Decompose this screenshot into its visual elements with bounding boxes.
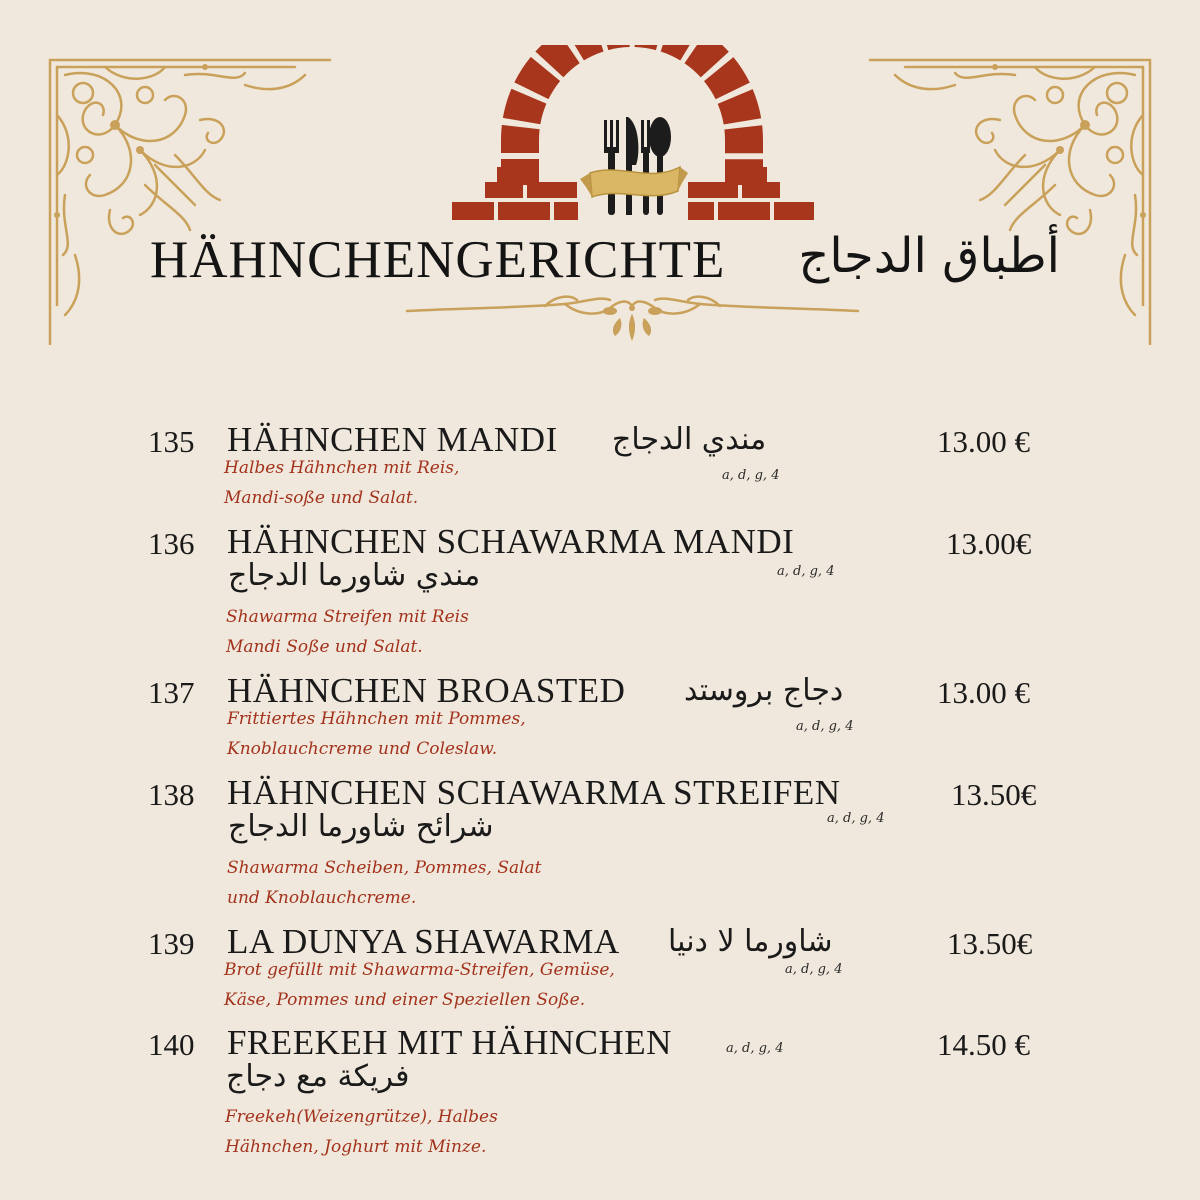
item-allergens: a, d, g, 4 <box>726 1041 784 1056</box>
item-number: 139 <box>148 926 195 961</box>
item-name-arabic: دجاج بروستد <box>684 673 844 708</box>
item-price: 13.00 € <box>937 675 1030 710</box>
item-name-arabic: فريكة مع دجاج <box>226 1059 410 1094</box>
item-price: 14.50 € <box>937 1027 1030 1062</box>
item-allergens: a, d, g, 4 <box>796 719 854 734</box>
item-name: HÄHNCHEN MANDI <box>227 420 558 459</box>
item-name: HÄHNCHEN SCHAWARMA STREIFEN <box>227 773 841 812</box>
flourish-divider-icon <box>405 286 860 346</box>
item-description-line1: Frittiertes Hähnchen mit Pommes, <box>227 709 526 729</box>
corner-ornament-icon <box>45 55 335 345</box>
corner-ornament-icon <box>865 55 1155 345</box>
item-description-line1: Halbes Hähnchen mit Reis, <box>224 458 460 478</box>
item-price: 13.50€ <box>951 777 1037 812</box>
knife-icon <box>626 117 638 215</box>
fork-icon <box>641 120 650 215</box>
title-arabic: أطباق الدجاج <box>798 228 1060 284</box>
item-description-line1: Shawarma Scheiben, Pommes, Salat <box>227 858 542 878</box>
item-description-line2: Mandi Soße und Salat. <box>226 637 423 657</box>
item-number: 135 <box>148 424 195 459</box>
item-name: FREEKEH MIT HÄHNCHEN <box>227 1023 672 1062</box>
item-name: LA DUNYA SHAWARMA <box>227 922 620 961</box>
item-number: 140 <box>148 1027 195 1062</box>
item-price: 13.00€ <box>946 526 1032 561</box>
brick-oven-logo-icon <box>450 45 815 225</box>
title-german: HÄHNCHENGERICHTE <box>150 231 726 289</box>
item-price: 13.50€ <box>947 926 1033 961</box>
item-description-line1: Brot gefüllt mit Shawarma-Streifen, Gemüse, <box>224 960 615 980</box>
item-description-line1: Freekeh(Weizengrütze), Halbes <box>225 1107 498 1127</box>
item-description-line2: Knoblauchcreme und Coleslaw. <box>227 739 498 759</box>
item-number: 138 <box>148 777 195 812</box>
item-number: 137 <box>148 675 195 710</box>
spoon-icon <box>649 117 671 215</box>
item-name-arabic: شاورما لا دنيا <box>668 924 833 959</box>
item-description-line2: und Knoblauchcreme. <box>227 888 417 908</box>
item-description-line2: Hähnchen, Joghurt mit Minze. <box>225 1137 487 1157</box>
item-name: HÄHNCHEN BROASTED <box>227 671 626 710</box>
item-name: HÄHNCHEN SCHAWARMA MANDI <box>227 522 795 561</box>
item-name-arabic: مندي الدجاج <box>612 422 767 457</box>
item-number: 136 <box>148 526 195 561</box>
item-description-line1: Shawarma Streifen mit Reis <box>226 607 469 627</box>
item-description-line2: Mandi-soße und Salat. <box>224 488 419 508</box>
item-allergens: a, d, g, 4 <box>785 962 843 977</box>
fork-icon <box>604 120 619 215</box>
item-allergens: a, d, g, 4 <box>827 811 885 826</box>
item-name-arabic: مندي شاورما الدجاج <box>228 558 481 593</box>
item-allergens: a, d, g, 4 <box>777 564 835 579</box>
item-allergens: a, d, g, 4 <box>722 468 780 483</box>
item-price: 13.00 € <box>937 424 1030 459</box>
item-description-line2: Käse, Pommes und einer Speziellen Soße. <box>224 990 586 1010</box>
item-name-arabic: شرائح شاورما الدجاج <box>228 809 494 844</box>
ribbon-banner-icon <box>580 167 688 197</box>
